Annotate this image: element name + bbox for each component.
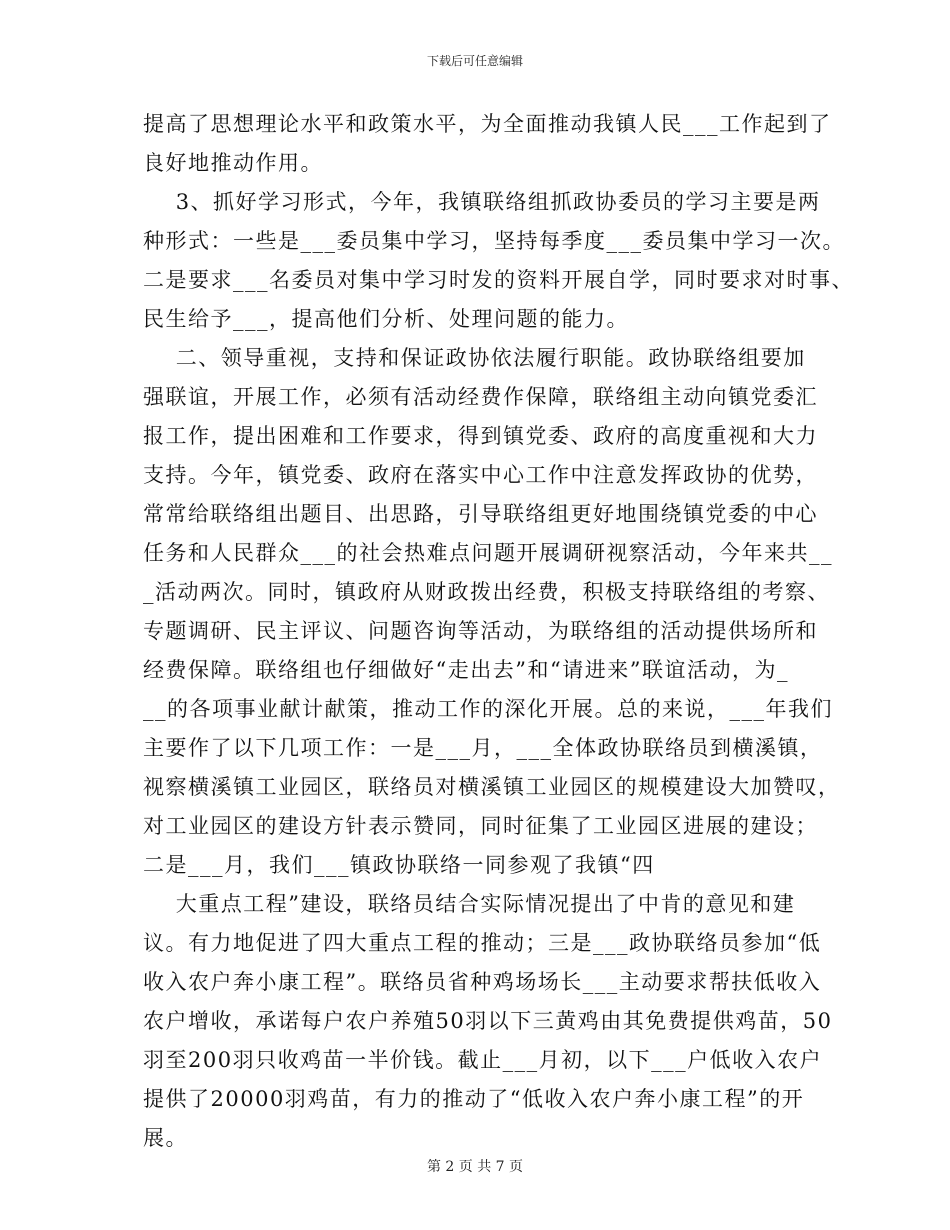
body-line: 民生给予___，提高他们分析、处理问题的能力。 [143,307,629,331]
body-line: 3、抓好学习形式，今年，我镇联络组抓政协委员的学习主要是两 [143,190,821,214]
body-line: 展。 [143,1126,188,1150]
body-line: 二是要求___名委员对集中学习时发的资料开展自学，同时要求对时事、 [143,268,854,292]
page-header: 下载后可任意编辑 [426,54,523,68]
body-line: 议。有力地促进了四大重点工程的推动；三是___政协联络员参加“低 [143,931,822,955]
body-line: 支持。今年，镇党委、政府在落实中心工作中注意发挥政协的优势， [143,463,818,487]
body-line: 羽至200羽只收鸡苗一半价钱。截止___月初，以下___户低收入农户 [143,1048,823,1072]
body-line: 常常给联络组出题目、出思路，引导联络组更好地围绕镇党委的中心 [143,502,818,526]
body-line: 视察横溪镇工业园区，联络员对横溪镇工业园区的规模建设大加赞叹， [143,775,841,799]
body-line: 任务和人民群众___的社会热难点问题开展调研视察活动，今年来共__ [143,541,833,565]
body-line: 大重点工程”建设，联络员结合实际情况提出了中肯的意见和建 [143,892,796,916]
body-line: 强联谊，开展工作，必须有活动经费作保障，联络组主动向镇党委汇 [143,385,818,409]
body-line: 二是___月，我们___镇政协联络一同参观了我镇“四 [143,853,655,877]
body-line: 收入农户奔小康工程”。联络员省种鸡场场长___主动要求帮扶低收入 [143,970,822,994]
body-line: 农户增收，承诺每户农户养殖50羽以下三黄鸡由其免费提供鸡苗，50 [143,1009,833,1033]
body-line: _活动两次。同时，镇政府从财政拨出经费，积极支持联络组的考察、 [143,580,830,604]
body-line: 良好地推动作用。 [143,151,323,175]
body-line: 经费保障。联络组也仔细做好“走出去”和“请进来”联谊活动，为_ [143,658,789,682]
body-line: 提供了20000羽鸡苗，有力的推动了“低收入农户奔小康工程”的开 [143,1087,805,1111]
body-line: 种形式：一些是___委员集中学习，坚持每季度___委员集中学习一次。 [143,229,845,253]
page-number: 第 2 页 共 7 页 [426,1159,524,1175]
body-line: 二、领导重视，支持和保证政协依法履行职能。政协联络组要加 [143,346,806,370]
body-line: 主要作了以下几项工作：一是___月，___全体政协联络员到横溪镇， [143,736,823,760]
body-line: 对工业园区的建设方针表示赞同，同时征集了工业园区进展的建设； [143,814,818,838]
body-line: 专题调研、民主评议、问题咨询等活动，为联络组的活动提供场所和 [143,619,818,643]
body-line: 提高了思想理论水平和政策水平，为全面推动我镇人民___工作起到了 [143,112,832,136]
body-line: __的各项事业献计献策，推动工作的深化开展。总的来说，___年我们 [143,697,833,721]
body-line: 报工作，提出困难和工作要求，得到镇党委、政府的高度重视和大力 [143,424,818,448]
